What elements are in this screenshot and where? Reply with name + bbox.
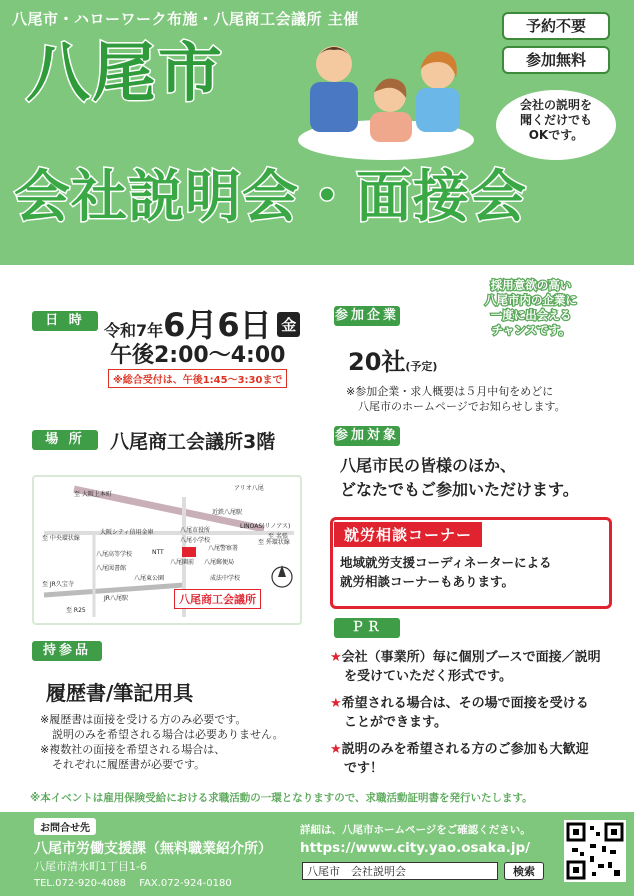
bring-note: それぞれに履歴書が必要です。: [52, 758, 206, 771]
map-label: 八尾市役所: [180, 527, 211, 534]
map-label: NTT: [152, 549, 164, 556]
bring-note: 説明のみを希望される場合は必要ありません。: [52, 728, 284, 741]
pr-line: を受けていただく形式です。: [344, 669, 512, 684]
consult-title: 就労相談コーナー: [334, 522, 482, 547]
bottom-note: ※本イベントは雇用保険受給における求職活動の一環となりますので、求職活動証明書を発行いたします。: [30, 792, 533, 804]
map-label: 八尾図書館: [96, 565, 127, 572]
title-city: 八尾市: [26, 37, 224, 111]
map-label: 八尾郵便局: [204, 559, 235, 566]
target-line: どなたでもご参加いただけます。: [340, 480, 579, 499]
companies-note: ※参加企業・求人概要は５月中旬をめどに: [346, 385, 554, 398]
callout-line: チャンスです。: [491, 323, 571, 337]
pr-line: 会社（事業所）毎に個別ブースで面接／説明: [341, 650, 601, 665]
callout-line: 八尾市内の企業に: [485, 293, 577, 307]
target-text: [340, 454, 579, 502]
map-label: 八尾高等学校: [96, 551, 133, 558]
pr-item-3: [330, 740, 589, 778]
pr-line: 説明のみを希望される方のご参加も大歓迎: [341, 742, 589, 757]
contact-label: お問合せ先: [34, 818, 96, 835]
count-value: 20社: [348, 348, 406, 376]
target-line: 八尾市民の皆様のほか、: [340, 456, 517, 475]
map-label: 至 中央環状線: [42, 535, 80, 542]
companies-callout: [456, 278, 606, 338]
pr-label: ＰＲ: [334, 618, 400, 638]
consult-text: [340, 553, 552, 591]
map-label: JR八尾駅: [104, 595, 128, 602]
bubble-line: 聞くだけでも: [519, 113, 592, 127]
date-weekday: 金: [277, 312, 300, 337]
website-link[interactable]: https://www.city.yao.osaka.jp/: [300, 840, 531, 856]
target-label: 参加対象: [334, 426, 400, 446]
organizer-text: 八尾市・ハローワーク布施・八尾商工会議所 主催: [12, 10, 359, 28]
date-month-day: 6月6日: [163, 306, 272, 344]
speech-bubble: [496, 90, 616, 160]
map-label: 八尾小学校: [180, 537, 211, 544]
search-input[interactable]: 八尾市 会社説明会: [302, 862, 498, 880]
contact-phone: TEL.072-920-4088 FAX.072-924-0180: [34, 878, 232, 889]
bubble-line: OKです。: [528, 128, 584, 142]
bubble-line: 会社の説明を: [519, 98, 592, 112]
badge-no-reservation: 予約不要: [502, 12, 610, 40]
bring-note: ※履歴書は面接を受ける方のみ必要です。: [40, 713, 247, 726]
map-label: アリオ八尾: [234, 485, 264, 492]
star-icon: ★: [330, 650, 342, 665]
map-label: 八尾東公園: [134, 575, 165, 582]
badge-free: 参加無料: [502, 46, 610, 74]
callout-line: 採用意欲の高い: [490, 278, 572, 292]
qr-code-icon[interactable]: [564, 820, 626, 882]
map-label: 至 名張: [268, 533, 288, 540]
consult-line: 就労相談コーナーもあります。: [340, 574, 515, 589]
pr-item-1: [330, 648, 601, 686]
pr-line: ことができます。: [344, 715, 447, 730]
bring-label: 持参品: [32, 641, 102, 661]
map-label: 八尾警察署: [208, 545, 239, 552]
datetime-label: 日 時: [32, 311, 98, 331]
event-time: 午後2:00～4:00: [110, 343, 286, 368]
detail-note: 詳細は、八尾市ホームページをご確認ください。: [300, 824, 531, 836]
pr-line: 希望される場合は、その場で面接を受ける: [341, 696, 589, 711]
companies-note: 八尾市のホームページでお知らせします。: [358, 400, 566, 413]
title-event: 会社説明会・面接会: [14, 165, 527, 230]
callout-line: 一度に出会える: [490, 308, 572, 322]
contact-dept: 八尾市労働支援課（無料職業紹介所）: [34, 841, 272, 857]
meeting-illustration: [286, 22, 486, 162]
search-button[interactable]: 検索: [504, 862, 544, 880]
star-icon: ★: [330, 696, 342, 711]
map-label: 至 JR久宝寺: [42, 581, 74, 588]
bring-note: ※複数社の面接を希望される場合は、: [40, 743, 226, 756]
companies-label: 参加企業: [334, 306, 400, 326]
venue-map: [32, 475, 302, 625]
companies-notes: [346, 384, 566, 414]
venue-name: 八尾商工会議所3階: [110, 431, 276, 453]
map-label: 至 外環状線: [258, 539, 290, 546]
reception-note: ※総合受付は、午後1:45～3:30まで: [108, 369, 287, 388]
map-label: LINOAS(リノアス): [240, 523, 291, 530]
companies-count: [348, 342, 437, 377]
map-venue-label: 八尾商工会議所: [174, 589, 261, 609]
map-label: 大阪シティ信用金庫: [100, 529, 154, 536]
map-label: 八尾園前: [170, 559, 195, 566]
date-era: 令和7年: [104, 321, 164, 340]
map-label: 至 大阪上本町: [74, 491, 112, 498]
bring-notes: [40, 712, 284, 772]
contact-address: 八尾市清水町1丁目1-6: [34, 860, 147, 873]
map-label: 成法中学校: [210, 575, 241, 582]
map-label: 近鉄八尾駅: [212, 509, 243, 516]
pr-item-2: [330, 694, 589, 732]
bring-items: 履歴書/筆記用具: [46, 681, 194, 705]
venue-label: 場 所: [32, 430, 98, 450]
star-icon: ★: [330, 742, 342, 757]
consult-line: 地域就労支援コーディネーターによる: [340, 555, 552, 570]
count-note: (予定): [405, 360, 438, 373]
pr-line: です！: [344, 761, 384, 776]
map-label: 至 R25: [66, 607, 86, 614]
